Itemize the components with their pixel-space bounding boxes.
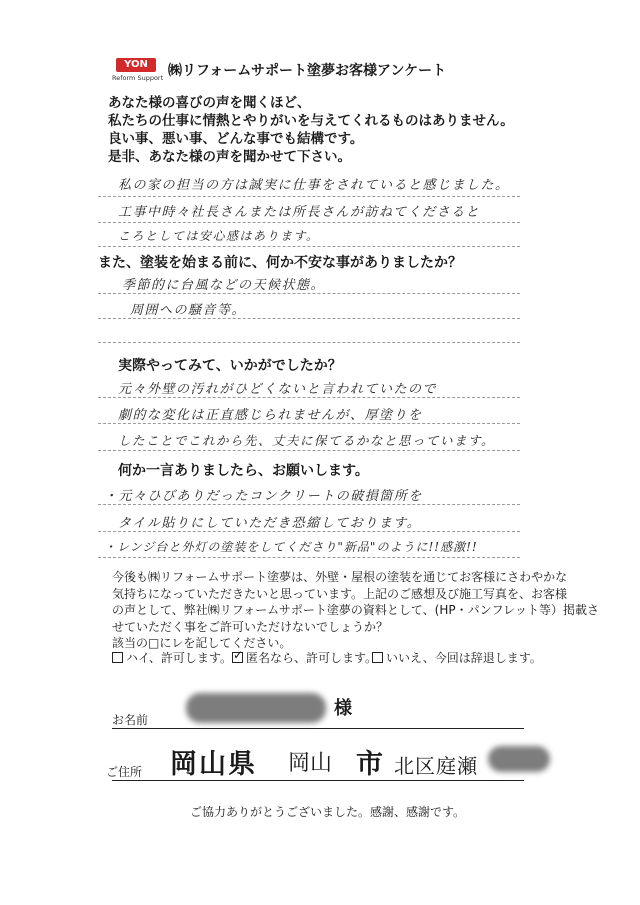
q3-answer-line: 劇的な変化は正直感じられませんが、厚塗りを	[118, 408, 423, 423]
option-anonymous[interactable]	[232, 649, 377, 666]
redacted-address	[488, 746, 550, 772]
checkbox-decline[interactable]	[372, 652, 383, 663]
q1-answer-line: 私の家の担当の方は誠実に仕事をされていると感じました。	[118, 178, 510, 193]
answer-line	[98, 397, 520, 398]
name-label: お名前	[112, 713, 149, 727]
q3-answer-line: したことでこれから先、丈夫に保てるかなと思っています。	[118, 433, 496, 448]
intro-line: 是非、あなた様の声を聞かせて下さい。	[108, 149, 351, 165]
checkbox-allow[interactable]	[112, 652, 123, 663]
answer-line	[98, 557, 520, 558]
address-district: 北区庭瀬	[394, 754, 478, 778]
q3-answer-line: 元々外壁の汚れがひどくないと言われていたので	[118, 382, 438, 397]
question-2: また、塗装を始まる前に、何か不安な事がありましたか？	[98, 255, 462, 271]
q2-answer-line: 周囲への騒音等。	[130, 303, 247, 318]
question-3: 実際やってみて、いかがでしたか？	[118, 358, 342, 374]
option-decline-label: いいえ、今回は辞退します。	[386, 651, 542, 665]
checkbox-anonymous[interactable]	[232, 652, 243, 663]
intro-line: 私たちの仕事に情熱とやりがいを与えてくれるものはありません。	[108, 113, 514, 129]
logo-mark: YON	[116, 58, 156, 72]
consent-line: せていただく事をご許可いただけないでしょうか？	[112, 619, 389, 634]
consent-paragraph	[112, 569, 599, 652]
option-allow[interactable]	[112, 649, 232, 666]
answer-line	[98, 531, 520, 532]
address-city-suffix: 市	[356, 749, 383, 780]
name-suffix: 様	[334, 698, 352, 719]
answer-line	[98, 318, 520, 319]
q2-answer-line: 季節的に台風などの天候状態。	[122, 278, 326, 293]
consent-line: 今後も㈱リフォームサポート塗夢は、外壁・屋根の塗装を通じてお客様にさわやかな	[112, 570, 568, 584]
q4-answer-line: ・レンジ台と外灯の塗装をしてくださり"新品"のように!!感激!!	[104, 540, 478, 554]
answer-line	[98, 450, 520, 451]
q1-answer-line: ころとしては安心感はあります。	[118, 229, 320, 243]
option-anonymous-label: 匿名なら、許可します。	[246, 651, 378, 665]
intro-line: 良い事、悪い事、どんな事でも結構です。	[108, 131, 364, 147]
answer-line	[98, 222, 520, 223]
consent-line: 該当の□にレを記してください。	[112, 636, 292, 650]
consent-line: の声として、弊社㈱リフォームサポート塗夢の資料として、(HP・パンフレット等）掲載さ	[112, 603, 600, 617]
thanks-message: ご協力ありがとうございました。感謝、感謝です。	[190, 805, 466, 819]
name-underline	[112, 728, 524, 729]
consent-line: 気持ちになっていただきたいと思っています。上記のご感想及び施工写真を、お客様	[112, 586, 568, 601]
q1-answer-line: 工事中時々社長さんまたは所長さんが訪ねてくださると	[118, 205, 481, 220]
answer-line	[98, 246, 520, 247]
answer-line	[98, 196, 520, 197]
address-prefecture: 岡山県	[170, 749, 257, 780]
option-decline[interactable]	[372, 649, 542, 666]
question-4: 何か一言ありましたら、お願いします。	[118, 463, 369, 479]
option-allow-label: ハイ、許可します。	[126, 651, 232, 665]
address-city: 岡山	[288, 751, 333, 776]
answer-line	[98, 342, 520, 343]
answer-line	[98, 293, 520, 294]
redacted-name	[186, 693, 326, 723]
answer-line	[98, 504, 520, 505]
survey-title: ㈱リフォームサポート塗夢お客様アンケート	[168, 63, 447, 79]
q4-answer-line: ・元々ひびありだったコンクリートの破損箇所を	[104, 489, 423, 504]
answer-line	[98, 423, 520, 424]
q4-answer-line: タイル貼りにしていただき恐縮しております。	[118, 516, 422, 531]
address-label: ご住所	[106, 765, 143, 779]
address-underline	[112, 780, 524, 781]
company-logo	[112, 58, 164, 88]
logo-subtitle: Reform Support	[112, 74, 164, 82]
intro-line: あなた様の喜びの声を聞くほど、	[108, 95, 311, 111]
intro-text	[108, 94, 514, 166]
